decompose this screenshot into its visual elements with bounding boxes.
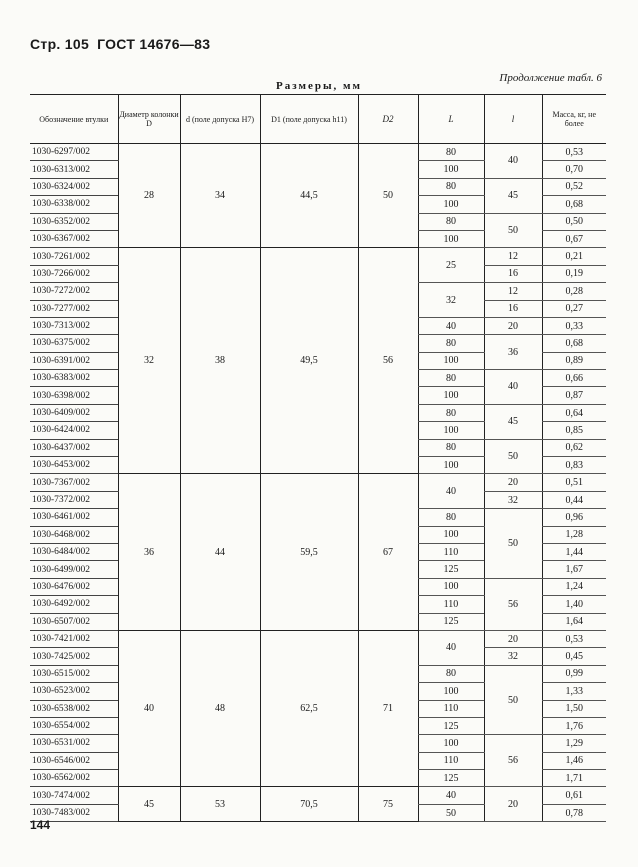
bushing-code: 1030-6352/002 — [30, 213, 118, 230]
bushing-code: 1030-6338/002 — [30, 196, 118, 213]
bushing-code: 1030-6492/002 — [30, 596, 118, 613]
length-L-cell: 40 — [418, 317, 484, 334]
length-l-cell: 50 — [484, 439, 542, 474]
d-cell: 38 — [180, 248, 260, 474]
mass-cell: 1,29 — [542, 735, 606, 752]
length-L-cell: 100 — [418, 196, 484, 213]
table-body — [30, 144, 606, 822]
length-L-cell: 125 — [418, 561, 484, 578]
mass-cell: 0,50 — [542, 213, 606, 230]
mass-cell: 0,68 — [542, 196, 606, 213]
mass-cell: 0,28 — [542, 283, 606, 300]
length-L-cell: 100 — [418, 683, 484, 700]
table-row — [30, 144, 606, 161]
dimensions-table — [30, 94, 606, 822]
d-cell: 48 — [180, 630, 260, 787]
col-code: Обозначение втулки — [30, 95, 118, 144]
column-diameter-cell: 36 — [118, 474, 180, 631]
column-diameter-cell: 45 — [118, 787, 180, 822]
bushing-code: 1030-6523/002 — [30, 683, 118, 700]
length-L-cell: 50 — [418, 804, 484, 821]
table-continuation-label: Продолжение табл. 6 — [499, 72, 602, 84]
length-L-cell: 100 — [418, 387, 484, 404]
d1-cell: 62,5 — [260, 630, 358, 787]
length-L-cell: 80 — [418, 335, 484, 352]
length-L-cell: 32 — [418, 283, 484, 318]
mass-cell: 0,44 — [542, 491, 606, 508]
d2-cell: 67 — [358, 474, 418, 631]
mass-cell: 1,64 — [542, 613, 606, 630]
bushing-code: 1030-6554/002 — [30, 717, 118, 734]
length-l-cell: 32 — [484, 491, 542, 508]
mass-cell: 0,27 — [542, 300, 606, 317]
length-L-cell: 100 — [418, 526, 484, 543]
bushing-code: 1030-6367/002 — [30, 230, 118, 247]
d2-cell: 71 — [358, 630, 418, 787]
mass-cell: 1,44 — [542, 543, 606, 560]
table-row — [30, 248, 606, 265]
d-cell: 44 — [180, 474, 260, 631]
length-L-cell: 100 — [418, 230, 484, 247]
length-L-cell: 125 — [418, 613, 484, 630]
bushing-code: 1030-7272/002 — [30, 283, 118, 300]
bushing-code: 1030-7261/002 — [30, 248, 118, 265]
length-L-cell: 100 — [418, 735, 484, 752]
bushing-code: 1030-6538/002 — [30, 700, 118, 717]
d2-cell: 75 — [358, 787, 418, 822]
length-L-cell: 40 — [418, 630, 484, 665]
mass-cell: 0,33 — [542, 317, 606, 334]
length-L-cell: 80 — [418, 213, 484, 230]
col-d1: D1 (поле допуска h11) — [260, 95, 358, 144]
length-L-cell: 80 — [418, 665, 484, 682]
sizes-caption: Размеры, мм — [275, 80, 363, 92]
mass-cell: 0,66 — [542, 370, 606, 387]
length-L-cell: 80 — [418, 439, 484, 456]
mass-cell: 0,67 — [542, 230, 606, 247]
column-diameter-cell: 40 — [118, 630, 180, 787]
length-l-cell: 50 — [484, 213, 542, 248]
mass-cell: 0,53 — [542, 144, 606, 161]
bushing-code: 1030-6484/002 — [30, 543, 118, 560]
d1-cell: 44,5 — [260, 144, 358, 248]
table-row — [30, 630, 606, 647]
mass-cell: 0,89 — [542, 352, 606, 369]
mass-cell: 0,96 — [542, 509, 606, 526]
length-L-cell: 80 — [418, 144, 484, 161]
mass-cell: 1,24 — [542, 578, 606, 595]
bushing-code: 1030-6324/002 — [30, 178, 118, 195]
length-L-cell: 125 — [418, 770, 484, 787]
bushing-code: 1030-6398/002 — [30, 387, 118, 404]
bushing-code: 1030-6453/002 — [30, 457, 118, 474]
length-l-cell: 20 — [484, 317, 542, 334]
mass-cell: 1,71 — [542, 770, 606, 787]
bushing-code: 1030-6468/002 — [30, 526, 118, 543]
mass-cell: 1,50 — [542, 700, 606, 717]
mass-cell: 1,46 — [542, 752, 606, 769]
col-column-diameter: Диаметр колонки D — [118, 95, 180, 144]
page-ref: Стр. 105 — [30, 36, 90, 52]
length-l-cell: 16 — [484, 300, 542, 317]
bushing-code: 1030-7367/002 — [30, 474, 118, 491]
bushing-code: 1030-7277/002 — [30, 300, 118, 317]
length-L-cell: 110 — [418, 596, 484, 613]
mass-cell: 0,68 — [542, 335, 606, 352]
length-L-cell: 40 — [418, 474, 484, 509]
length-L-cell: 40 — [418, 787, 484, 804]
length-l-cell: 45 — [484, 178, 542, 213]
mass-cell: 0,70 — [542, 161, 606, 178]
mass-cell: 0,78 — [542, 804, 606, 821]
column-diameter-cell: 32 — [118, 248, 180, 474]
mass-cell: 1,33 — [542, 683, 606, 700]
length-l-cell: 20 — [484, 630, 542, 647]
page-header — [30, 36, 210, 52]
mass-cell: 0,45 — [542, 648, 606, 665]
d1-cell: 70,5 — [260, 787, 358, 822]
bushing-code: 1030-6476/002 — [30, 578, 118, 595]
col-d2: D2 — [358, 95, 418, 144]
bushing-code: 1030-6461/002 — [30, 509, 118, 526]
length-l-cell: 20 — [484, 787, 542, 822]
mass-cell: 0,19 — [542, 265, 606, 282]
length-l-cell: 56 — [484, 578, 542, 630]
col-mass: Масса, кг, не более — [542, 95, 606, 144]
column-diameter-cell: 28 — [118, 144, 180, 248]
length-l-cell: 50 — [484, 509, 542, 579]
bushing-code: 1030-6375/002 — [30, 335, 118, 352]
bushing-code: 1030-6515/002 — [30, 665, 118, 682]
length-L-cell: 80 — [418, 178, 484, 195]
mass-cell: 1,67 — [542, 561, 606, 578]
length-l-cell: 16 — [484, 265, 542, 282]
table-row — [30, 474, 606, 491]
bushing-code: 1030-6562/002 — [30, 770, 118, 787]
d1-cell: 59,5 — [260, 474, 358, 631]
bushing-code: 1030-7421/002 — [30, 630, 118, 647]
length-l-cell: 40 — [484, 370, 542, 405]
bushing-code: 1030-6383/002 — [30, 370, 118, 387]
length-l-cell: 36 — [484, 335, 542, 370]
bushing-code: 1030-7474/002 — [30, 787, 118, 804]
col-length-L: L — [418, 95, 484, 144]
mass-cell: 1,28 — [542, 526, 606, 543]
page-number: 144 — [30, 818, 51, 832]
mass-cell: 0,83 — [542, 457, 606, 474]
mass-cell: 0,62 — [542, 439, 606, 456]
bushing-code: 1030-6507/002 — [30, 613, 118, 630]
length-L-cell: 80 — [418, 404, 484, 421]
bushing-code: 1030-6409/002 — [30, 404, 118, 421]
bushing-code: 1030-6313/002 — [30, 161, 118, 178]
bushing-code: 1030-6391/002 — [30, 352, 118, 369]
bushing-code: 1030-7266/002 — [30, 265, 118, 282]
mass-cell: 1,76 — [542, 717, 606, 734]
d1-cell: 49,5 — [260, 248, 358, 474]
length-L-cell: 80 — [418, 509, 484, 526]
length-L-cell: 100 — [418, 457, 484, 474]
mass-cell: 1,40 — [542, 596, 606, 613]
mass-cell: 0,51 — [542, 474, 606, 491]
d-cell: 34 — [180, 144, 260, 248]
bushing-code: 1030-6297/002 — [30, 144, 118, 161]
col-length-l: l — [484, 95, 542, 144]
length-l-cell: 20 — [484, 474, 542, 491]
bushing-code: 1030-7372/002 — [30, 491, 118, 508]
gost-number: ГОСТ 14676—83 — [97, 36, 211, 52]
d-cell: 53 — [180, 787, 260, 822]
mass-cell: 0,64 — [542, 404, 606, 421]
mass-cell: 0,53 — [542, 630, 606, 647]
length-l-cell: 50 — [484, 665, 542, 735]
bushing-code: 1030-7313/002 — [30, 317, 118, 334]
bushing-code: 1030-7483/002 — [30, 804, 118, 821]
mass-cell: 0,61 — [542, 787, 606, 804]
mass-cell: 0,21 — [542, 248, 606, 265]
length-L-cell: 125 — [418, 717, 484, 734]
bushing-code: 1030-6546/002 — [30, 752, 118, 769]
length-l-cell: 32 — [484, 648, 542, 665]
bushing-code: 1030-6424/002 — [30, 422, 118, 439]
bushing-code: 1030-6437/002 — [30, 439, 118, 456]
table-row — [30, 787, 606, 804]
mass-cell: 0,85 — [542, 422, 606, 439]
mass-cell: 0,52 — [542, 178, 606, 195]
bushing-code: 1030-6531/002 — [30, 735, 118, 752]
length-L-cell: 110 — [418, 700, 484, 717]
length-L-cell: 110 — [418, 543, 484, 560]
col-d: d (поле допуска H7) — [180, 95, 260, 144]
length-L-cell: 100 — [418, 422, 484, 439]
table-header-row — [30, 95, 606, 144]
bushing-code: 1030-6499/002 — [30, 561, 118, 578]
length-l-cell: 12 — [484, 248, 542, 265]
d2-cell: 56 — [358, 248, 418, 474]
length-l-cell: 56 — [484, 735, 542, 787]
mass-cell: 0,99 — [542, 665, 606, 682]
d2-cell: 50 — [358, 144, 418, 248]
length-L-cell: 100 — [418, 161, 484, 178]
length-l-cell: 12 — [484, 283, 542, 300]
length-l-cell: 45 — [484, 404, 542, 439]
length-L-cell: 25 — [418, 248, 484, 283]
length-l-cell: 40 — [484, 144, 542, 179]
mass-cell: 0,87 — [542, 387, 606, 404]
length-L-cell: 110 — [418, 752, 484, 769]
length-L-cell: 100 — [418, 352, 484, 369]
length-L-cell: 80 — [418, 370, 484, 387]
length-L-cell: 100 — [418, 578, 484, 595]
bushing-code: 1030-7425/002 — [30, 648, 118, 665]
